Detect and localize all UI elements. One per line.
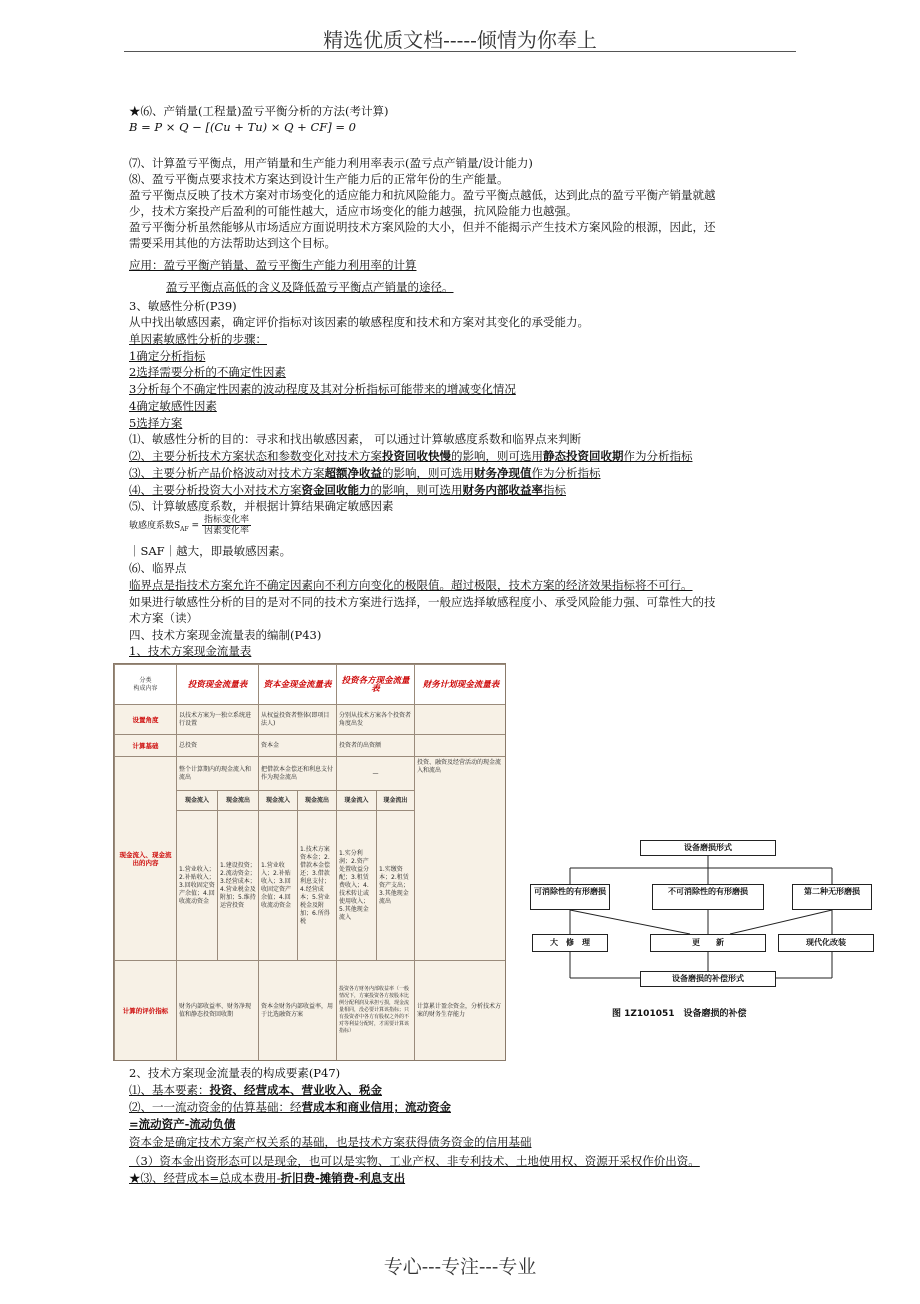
cell-eval: 财务内部收益率、财务净现值和静态投资回收期 bbox=[177, 961, 259, 1061]
cell-outflow-label: 现金流出 bbox=[377, 791, 415, 811]
box-compensation-forms: 设备磨损的补偿形式 bbox=[640, 971, 776, 987]
box-overhaul: 大 修 理 bbox=[532, 934, 608, 952]
line-capital-forms: （3）资本金出资形态可以是现金，也可以是实物、工业产权、非专利技术、土地使用权、资源开采权作价出资。 bbox=[129, 1154, 700, 1168]
line-bep-meaning-2: 少，技术方案投产后盈利的可能性越大，适应市场变化的能力越强，抗风险能力也越强。 bbox=[129, 204, 578, 218]
cell-outflow-label: 现金流出 bbox=[298, 791, 337, 811]
line-bep-calc: ⑺、计算盈亏平衡点，用产销量和生产能力利用率表示(盈亏点产销量/设计能力) bbox=[129, 156, 533, 170]
line-steps-title: 单因素敏感性分析的步骤： bbox=[129, 332, 267, 346]
cell-content: 投资、融资及经营活动的现金流入和流出 bbox=[415, 757, 506, 961]
cell-content: 把借款本金偿还和利息支付作为现金流出 bbox=[259, 757, 337, 791]
cell-outflow-label: 现金流出 bbox=[218, 791, 259, 811]
table-corner: 分类 构成内容 bbox=[115, 665, 177, 705]
cell-angle: 以技术方案为一独立系统进行设置 bbox=[177, 705, 259, 735]
header-divider bbox=[124, 51, 796, 52]
line-bep-requirement: ⑻、盈亏平衡点要求技术方案达到设计生产能力后的正常年份的生产能量。 bbox=[129, 172, 509, 186]
box-wear-forms: 设备磨损形式 bbox=[640, 840, 776, 856]
heading-sensitivity: 3、敏感性分析(P39) bbox=[129, 299, 237, 313]
cell-detail: 1.实分利润；2.资产处置收益分配；3.租赁费收入；4.技术转让或使用收入；5.其他现金流入 bbox=[337, 811, 377, 961]
heading-cashflow-elements: 2、技术方案现金流量表的构成要素(P47) bbox=[129, 1066, 341, 1080]
line-saf: ｜SAF｜越大，即最敏感因素。 bbox=[129, 544, 292, 558]
step-4: 4确定敏感性因素 bbox=[129, 399, 217, 413]
cell-basis: 投资者的出资额 bbox=[337, 735, 415, 757]
heading-critical-point: ⑹、临界点 bbox=[129, 561, 187, 575]
header-financial-plan: 财务计划现金流量表 bbox=[415, 665, 506, 705]
cell-detail: 1.营业收入；2.补贴收入；3.回收固定资产余值；4.回收流动资金 bbox=[259, 811, 298, 961]
cell-detail: 1.技术方案资本金；2.借款本金偿还；3.借款利息支付；4.经营成本；5.营业税金及附加；6.所得税 bbox=[298, 811, 337, 961]
box-renewal: 更 新 bbox=[650, 934, 766, 952]
line-bep-significance: 盈亏平衡点高低的含义及降低盈亏平衡点产销量的途径。 bbox=[166, 280, 454, 294]
cell-basis: 资本金 bbox=[259, 735, 337, 757]
cell-basis bbox=[415, 735, 506, 757]
cell-inflow-label: 现金流入 bbox=[259, 791, 298, 811]
cell-eval: 计算累计盈余资金，分析技术方案的财务生存能力 bbox=[415, 961, 506, 1061]
cell-angle bbox=[415, 705, 506, 735]
line-operating-cost: ★⑶、经营成本=总成本费用-折旧费-摊销费-利息支出 bbox=[129, 1171, 406, 1185]
cashflow-table bbox=[113, 663, 506, 1061]
box-second-intangible-wear: 第二种无形磨损 bbox=[792, 884, 872, 910]
line-irr: ⑷、主要分析投资大小对技术方案资金回收能力的影响，则可选用财务内部收益率指标 bbox=[129, 483, 566, 497]
cell-detail: 1.建设投资；2.流动资金；3.经营成本；4.营业税金及附加；5.维持运营投资 bbox=[218, 811, 259, 961]
cell-basis: 总投资 bbox=[177, 735, 259, 757]
formula-bep: B = P × Q − [(Cu + Tu) × Q + CF] = 0 bbox=[129, 120, 356, 134]
box-removable-wear: 可消除性的有形磨损 bbox=[530, 884, 610, 910]
line-working-capital: ⑵、一一流动资金的估算基础：经营成本和商业信用；流动资金 bbox=[129, 1100, 451, 1114]
diagram-connectors bbox=[520, 828, 900, 1028]
step-1: 1确定分析指标 bbox=[129, 349, 206, 363]
formula-sensitivity: 敏感度系数$S_{AF}$ = $\frac{\text{指标变化率}}{\text{因素变化率}}$ bbox=[129, 515, 249, 536]
box-modernization: 现代化改装 bbox=[778, 934, 874, 952]
cell-detail: 1.营业收入；2.补贴收入；3.回收固定资产余值；4.回收流动资金 bbox=[177, 811, 218, 961]
cell-content: 整个计算期内的现金流入和流出 bbox=[177, 757, 259, 791]
page-header: 精选优质文档-----倾情为你奉上 bbox=[323, 28, 597, 52]
cell-eval: 投资各方财务内部收益率（一般情况下，方案投资各方按股本比例分配利润及承担亏损，现金流量相同，没必要计算该指标；只有投资者中各方有股权之外的不对等利益分配时，才需要计算该指标） bbox=[337, 961, 415, 1061]
step-3: 3分析每个不确定性因素的波动程度及其对分析指标可能带来的增减变化情况 bbox=[129, 382, 516, 396]
fraction: $\frac{\text{指标变化率}}{\text{因素变化率}}$ bbox=[203, 515, 249, 536]
line-bep-limit-2: 需要采用其他的方法帮助达到这个目标。 bbox=[129, 236, 336, 250]
line-basic-elements: ⑴、基本要素：投资、经营成本、营业收入、税金 bbox=[129, 1083, 382, 1097]
line-sensitivity-purpose: 从中找出敏感因素，确定评价指标对该因素的敏感程度和技术和方案对其变化的承受能力。 bbox=[129, 315, 589, 329]
line-sensitivity-goal: ⑴、敏感性分析的目的：寻求和找出敏感因素， 可以通过计算敏感度系数和临界点来判断 bbox=[129, 432, 582, 446]
page-footer: 专心---专注---专业 bbox=[383, 1256, 537, 1278]
step-2: 2选择需要分析的不确定性因素 bbox=[129, 365, 286, 379]
cell-detail: 1.实缴资本；2.租赁资产支出；3.其他现金流出 bbox=[377, 811, 415, 961]
heading-cashflow: 四、技术方案现金流量表的编制(P43) bbox=[129, 628, 322, 642]
subheading-cashflow-table: 1、技术方案现金流量表 bbox=[129, 644, 252, 658]
row-label-angle: 设置角度 bbox=[115, 705, 177, 735]
step-5: 5选择方案 bbox=[129, 416, 183, 430]
diagram-caption: 图 1Z101051 设备磨损的补偿 bbox=[612, 1009, 747, 1019]
line-application: 应用：盈亏平衡产销量、盈亏平衡生产能力利用率的计算 bbox=[129, 258, 417, 272]
cell-content: — bbox=[337, 757, 415, 791]
line-selection-2: 术方案（读） bbox=[129, 611, 198, 625]
line-bep-limit-1: 盈亏平衡分析虽然能够从市场适应方面说明技术方案风险的大小，但并不能揭示产生技术方案风险的根源，因此，还 bbox=[129, 220, 716, 234]
cell-angle: 从权益投资者整体(即项目法人) bbox=[259, 705, 337, 735]
header-capital: 资本金现金流量表 bbox=[259, 665, 337, 705]
line-capital-basis: 资本金是确定技术方案产权关系的基础，也是技术方案获得债务资金的信用基础 bbox=[129, 1135, 532, 1149]
cell-inflow-label: 现金流入 bbox=[177, 791, 218, 811]
cell-angle: 分别从技术方案各个投资者角度出发 bbox=[337, 705, 415, 735]
wear-compensation-diagram bbox=[520, 828, 900, 1028]
line-bep-method: ★⑹、产销量(工程量)盈亏平衡分析的方法(考计算) bbox=[129, 104, 389, 118]
box-irremovable-wear: 不可消除性的有形磨损 bbox=[652, 884, 764, 910]
header-investment: 投资现金流量表 bbox=[177, 665, 259, 705]
cell-eval: 资本金财务内部收益率，用于比选融资方案 bbox=[259, 961, 337, 1061]
line-selection-1: 如果进行敏感性分析的目的是对不同的技术方案进行选择，一般应选择敏感程度小、承受风险能力强、可靠性大的技 bbox=[129, 595, 716, 609]
line-static-payback: ⑵、主要分析技术方案状态和参数变化对技术方案投资回收快慢的影响，则可选用静态投资回收期作为分析指标 bbox=[129, 449, 693, 463]
row-label-basis: 计算基础 bbox=[115, 735, 177, 757]
cell-inflow-label: 现金流入 bbox=[337, 791, 377, 811]
row-label-eval: 计算的评价指标 bbox=[115, 961, 177, 1061]
line-working-capital-formula: =流动资产-流动负债 bbox=[129, 1117, 236, 1131]
header-investors: 投资各方现金流量表 bbox=[337, 665, 415, 705]
row-label-content: 现金流入、现金流出的内容 bbox=[115, 757, 177, 961]
line-sensitivity-coefficient: ⑸、计算敏感度系数，并根据计算结果确定敏感因素 bbox=[129, 499, 394, 513]
line-critical-definition: 临界点是指技术方案允许不确定因素向不利方向变化的极限值。超过极限，技术方案的经济效果指标将不可行。 bbox=[129, 578, 693, 592]
line-bep-meaning-1: 盈亏平衡点反映了技术方案对市场变化的适应能力和抗风险能力。盈亏平衡点越低，达到此点的盈亏平衡产销量就越 bbox=[129, 188, 716, 202]
line-npv: ⑶、主要分析产品价格波动对技术方案超额净收益的影响，则可选用财务净现值作为分析指标 bbox=[129, 466, 601, 480]
